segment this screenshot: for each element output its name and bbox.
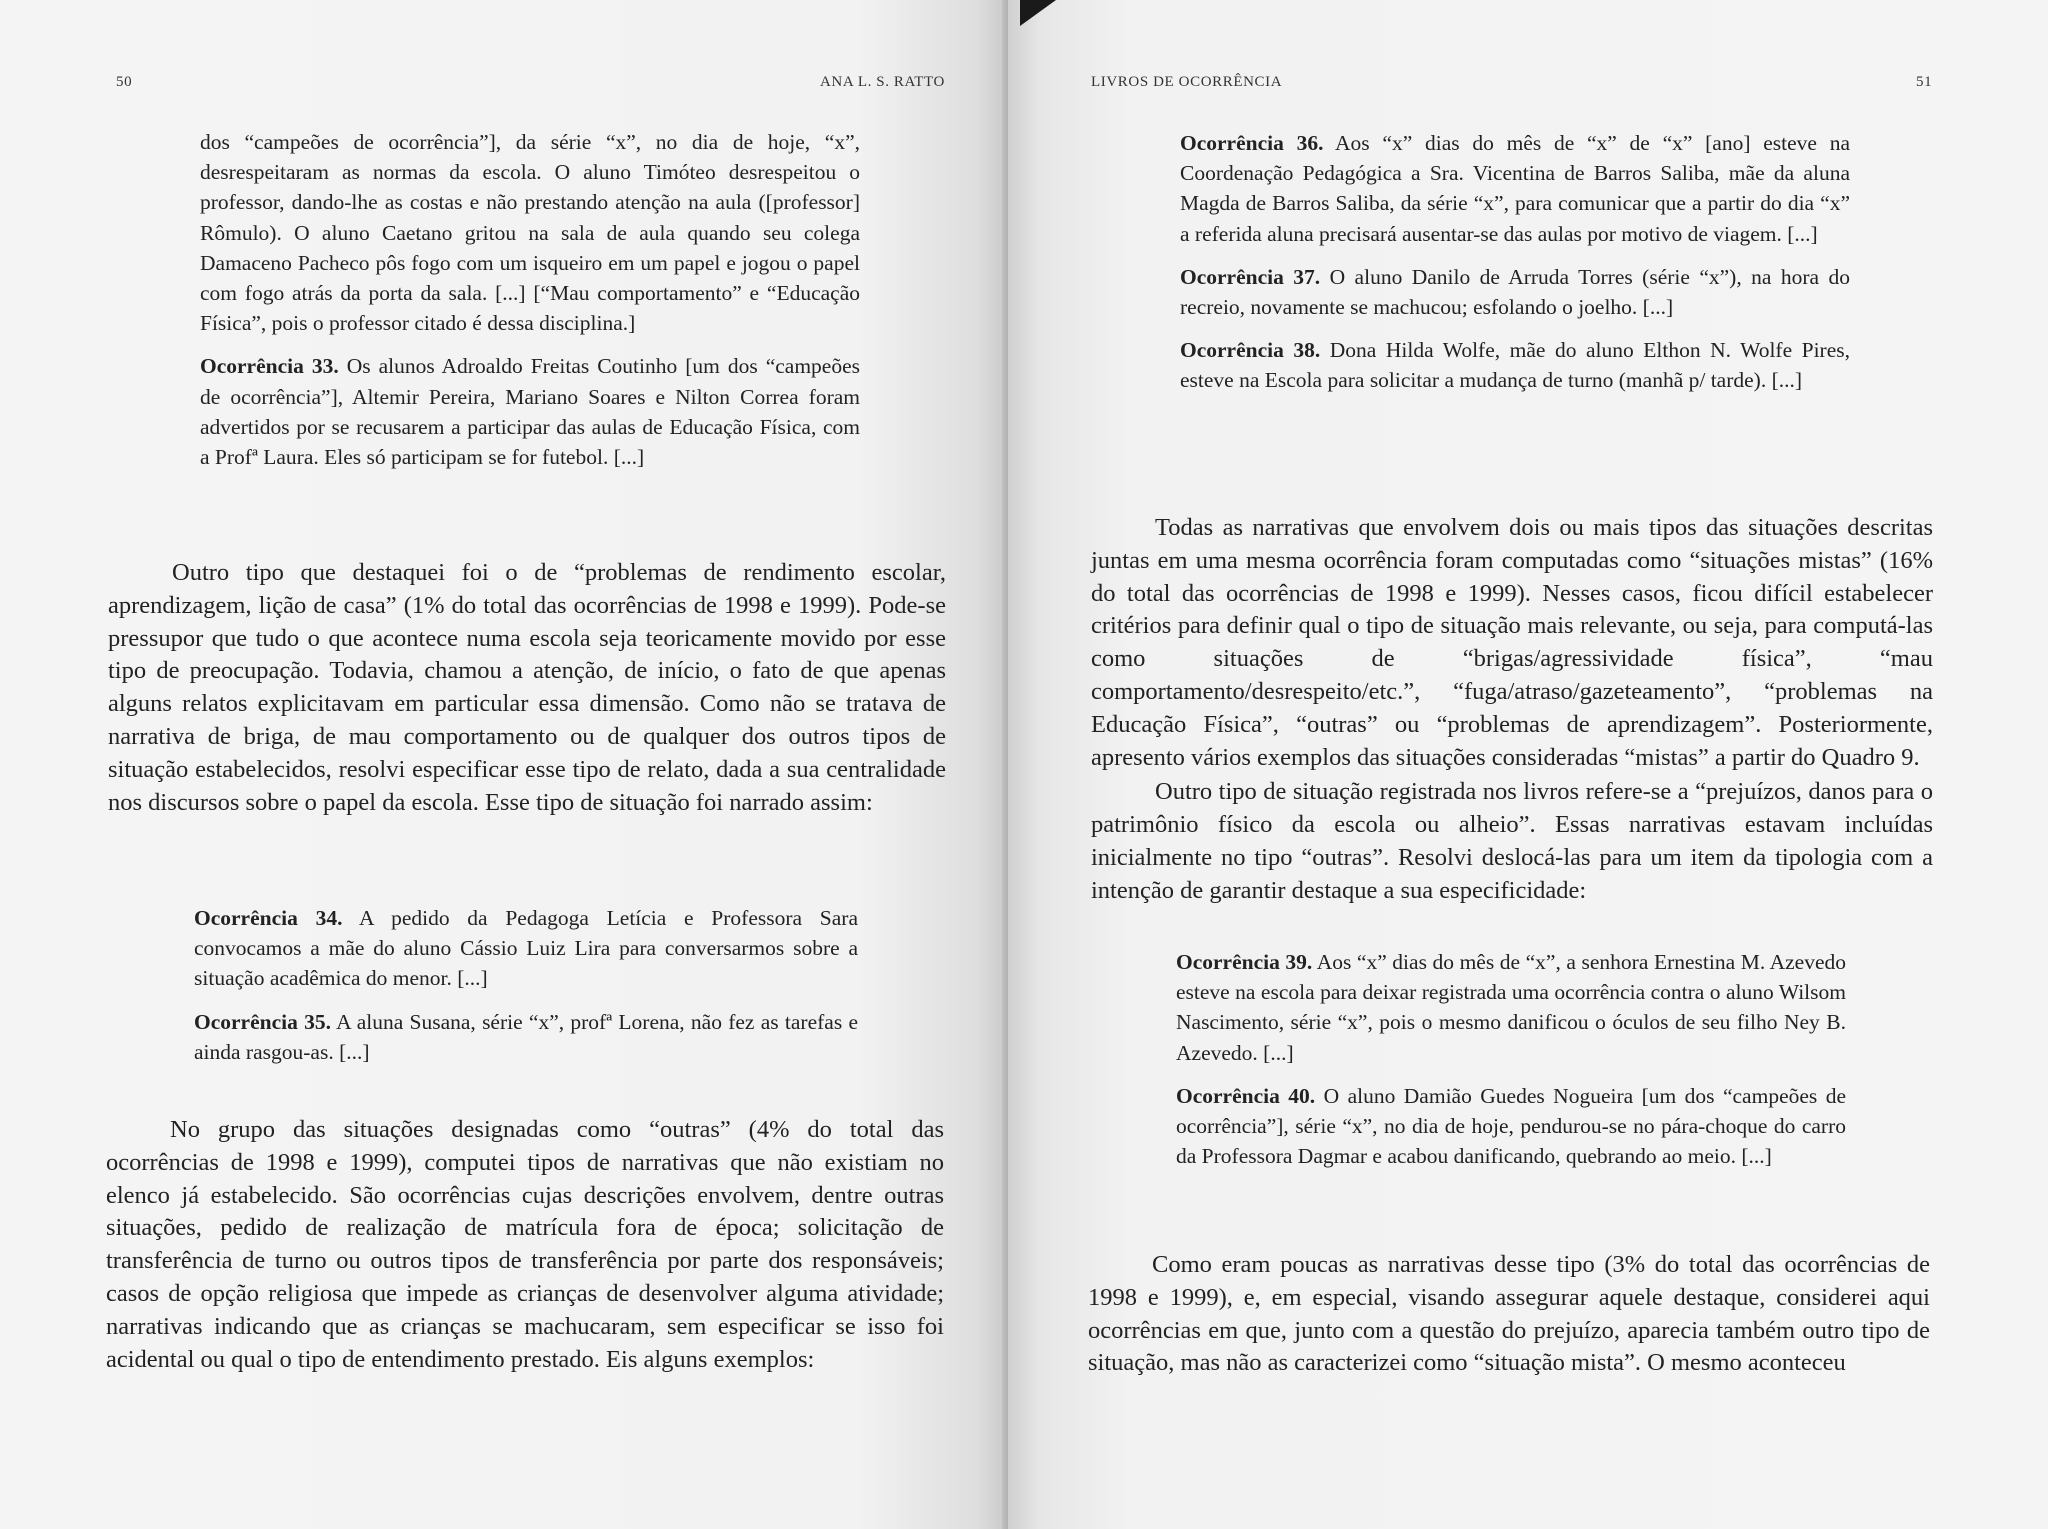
quote-ocorrencia-39 xyxy=(1176,947,1846,1068)
body-paragraph-1-left: Outro tipo que destaquei foi o de “problemas de rendimento escolar, aprendizagem, lição de casa” (1% do total das ocorrências de 1998 e 1999). Pode-se pressupor que tudo o que acontece numa escola seja teoricamente movido por esse tipo de preocupação. Todavia, chamou a atenção, de início, o fato de que apenas alguns relatos explicitavam em particular essa dimensão. Como não se tratava de narrativa de briga, de mau comportamento ou de qualquer dos outros tipos de situação estabelecidos, resolvi especificar esse tipo de relato, dada a sua centralidade nos discursos sobre o papel da escola. Esse tipo de situação foi narrado assim: xyxy=(108,559,946,816)
paragraph-rendimento xyxy=(108,557,946,819)
body-paragraph-2-right: Outro tipo de situação registrada nos livros refere-se a “prejuízos, danos para o patrimônio físico da escola ou alheio”. Essas narrativas estavam incluídas inicialmente no tipo “outras”. Resolvi deslocá-las para um item da tipologia com a intenção de garantir destaque a sua especificidade: xyxy=(1091,778,1933,904)
paragraph-prejuizo xyxy=(1088,1249,1930,1380)
ocorrencia-33-label: Ocorrência 33. xyxy=(200,354,339,379)
quote-ocorrencia-34 xyxy=(194,903,858,994)
ocorrencia-39-text: Aos “x” dias do mês de “x”, a senhora Ernestina M. Azevedo esteve na escola para deixar registrada uma ocorrência contra o aluno Wilsom Nascimento, série “x”, pois o mesmo danificou o óculos de seu filho Ney B. Azevedo. [...] xyxy=(1176,950,1846,1065)
quote-block-top-right xyxy=(1180,128,1850,396)
quote-ocorrencia-36 xyxy=(1180,128,1850,249)
right-page xyxy=(1008,0,2048,1529)
binding-corner xyxy=(1020,0,1056,26)
left-page xyxy=(0,0,1008,1529)
ocorrencia-38-text: Dona Hilda Wolfe, mãe do aluno Elthon N. Wolfe Pires, esteve na Escola para solicitar a mudança de turno (manhã p/ tarde). [...] xyxy=(1180,338,1851,393)
ocorrencia-35-text: A aluna Susana, série “x”, profª Lorena, não fez as tarefas e ainda rasgou-as. [...] xyxy=(194,1009,858,1064)
ocorrencia-34-text: A pedido da Pedagoga Letícia e Professora Sara convocamos a mãe do aluno Cássio Luiz Lira para conversarmos sobre a situação acadêmica do menor. [...] xyxy=(194,906,858,991)
running-head-right: LIVROS DE OCORRÊNCIA xyxy=(1091,74,1283,90)
ocorrencia-39-label: Ocorrência 39. xyxy=(1176,950,1313,974)
quote-block-mid-left xyxy=(194,903,858,1067)
ocorrencia-34-label: Ocorrência 34. xyxy=(194,906,343,930)
running-head-left: ANA L. S. RATTO xyxy=(820,74,945,90)
ocorrencia-33-text: Os alunos Adroaldo Freitas Coutinho [um dos “campeões de ocorrência”], Altemir Pereira, Mariano Soares e Nilton Correa foram advertidos por se recusarem a participar das aulas de Educação Física, com a Profª Laura. Eles só participam se for futebol. [...] xyxy=(200,354,860,470)
body-paragraph-3-right: Como eram poucas as narrativas desse tipo (3% do total das ocorrências de 1998 e 1999), e, em especial, visando assegurar aquele destaque, considerei aqui ocorrências em que, junto com a questão do prejuízo, aparecia também outro tipo de situação, mas não as caracterizei como “situação mista”. O mesmo aconteceu xyxy=(1088,1251,1930,1377)
ocorrencia-40-text: O aluno Damião Guedes Nogueira [um dos “campeões de ocorrência”], série “x”, no dia de hoje, pendurou-se no pára-choque do carro da Professora Dagmar e acabou danificando, quebrando ao meio. [...] xyxy=(1176,1083,1846,1169)
quote-ocorrencia-40 xyxy=(1176,1081,1846,1172)
quote-ocorrencia-35 xyxy=(194,1007,858,1067)
quote-ocorrencia-37 xyxy=(1180,262,1850,322)
ocorrencia-40-label: Ocorrência 40. xyxy=(1176,1083,1316,1108)
body-paragraph-2-left: No grupo das situações designadas como “outras” (4% do total das ocorrências de 1998 e 1999), computei tipos de narrativas que não existiam no elenco já estabelecido. São ocorrências cujas descrições envolvem, dentre outras situações, pedido de realização de matrícula fora de época; solicitação de transferência de turno ou outros tipos de transferência por parte dos responsáveis; casos de opção religiosa que impede as crianças de desenvolver alguma atividade; narrativas indicando que as crianças se machucaram, sem especificar se isso foi acidental ou qual o tipo de entendimento prestado. Eis alguns exemplos: xyxy=(106,1116,944,1373)
paragraph-outras xyxy=(106,1114,944,1376)
ocorrencia-35-label: Ocorrência 35. xyxy=(194,1009,332,1034)
body-paragraph-1-right: Todas as narrativas que envolvem dois ou mais tipos das situações descritas juntas em uma mesma ocorrência foram computadas como “situações mistas” (16% do total das ocorrências de 1998 e 1999). Nesses casos, ficou difícil estabelecer critérios para definir qual o tipo de situação mais relevante, ou seja, para computá-las como situações de “brigas/agressividade física”, “mau comportamento/desrespeito/etc.”, “fuga/atraso/gazeteamento”, “problemas na Educação Física”, “outras” ou “problemas de aprendizagem”. Posteriormente, apresento vários exemplos das situações consideradas “mistas” a partir do Quadro 9. xyxy=(1091,514,1933,771)
ocorrencia-36-label: Ocorrência 36. xyxy=(1180,131,1324,155)
ocorrencia-37-text: O aluno Danilo de Arruda Torres (série “x”), na hora do recreio, novamente se machucou; esfolando o joelho. [...] xyxy=(1180,264,1850,320)
ocorrencia-37-label: Ocorrência 37. xyxy=(1180,264,1321,289)
ocorrencia-38-label: Ocorrência 38. xyxy=(1180,338,1321,363)
quote-ocorrencia-38 xyxy=(1180,335,1850,395)
quote-block-top-left xyxy=(200,127,860,472)
quote-block-bottom-right xyxy=(1176,947,1846,1171)
quote-ocorrencia-33 xyxy=(200,351,860,472)
ocorrencia-36-text: Aos “x” dias do mês de “x” de “x” [ano] esteve na Coordenação Pedagógica a Sra. Vicentina de Barros Saliba, mãe da aluna Magda de Barros Saliba, da série “x”, para comunicar que a partir do dia “x” a referida aluna precisará ausentar-se das aulas por motivo de viagem. [...] xyxy=(1180,131,1850,246)
page-number-right: 51 xyxy=(1916,74,1933,90)
paragraph-mistas xyxy=(1091,512,1933,908)
page-number-left: 50 xyxy=(116,74,133,90)
quote-continuation: dos “campeões de ocorrência”], da série “x”, no dia de hoje, “x”, desrespeitaram as normas da escola. O aluno Timóteo desrespeitou o professor, dando-lhe as costas e não prestando atenção na aula ([professor] Rômulo). O aluno Caetano gritou na sala de aula quando seu colega Damaceno Pacheco pôs fogo com um isqueiro em um papel e jogou o papel com fogo atrás da porta da sala. [...] [“Mau comportamento” e “Educação Física”, pois o professor citado é dessa disciplina.] xyxy=(200,130,860,336)
